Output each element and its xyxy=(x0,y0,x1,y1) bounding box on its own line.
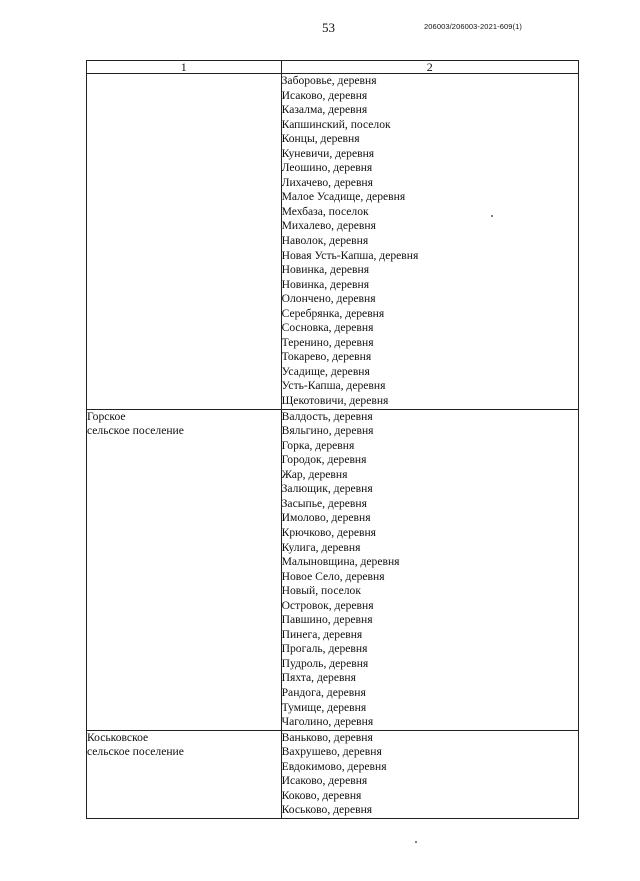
village-item: Евдокимово, деревня xyxy=(281,759,387,773)
village-item: Засыпье, деревня xyxy=(281,496,367,510)
village-item: Заборовье, деревня xyxy=(281,74,377,87)
village-item: Горка, деревня xyxy=(281,438,355,452)
villages-cell xyxy=(281,409,578,730)
village-item: Лихачево, деревня xyxy=(281,175,373,189)
village-item: Коково, деревня xyxy=(281,788,362,802)
column-header-2: 2 xyxy=(281,61,578,74)
village-item: Олончено, деревня xyxy=(281,292,376,306)
settlement-cell xyxy=(87,409,282,730)
village-item: Пинега, деревня xyxy=(281,627,363,641)
table-row xyxy=(87,730,579,818)
village-item: Новинка, деревня xyxy=(281,277,370,291)
village-item: Коськово, деревня xyxy=(281,803,373,817)
village-item: Городок, деревня xyxy=(281,453,367,467)
scan-speck xyxy=(415,841,417,843)
settlement-name-line: сельское поселение xyxy=(87,424,184,438)
village-item: Концы, деревня xyxy=(281,132,360,146)
village-item: Леошино, деревня xyxy=(281,161,373,175)
settlement-name-line: Горское xyxy=(87,409,126,423)
village-item: Казалма, деревня xyxy=(281,103,368,117)
village-item: Рандога, деревня xyxy=(281,685,366,699)
village-item: Пяхта, деревня xyxy=(281,671,356,685)
page-number: 53 xyxy=(322,20,335,35)
village-item: Валдость, деревня xyxy=(281,409,373,423)
document-code: 206003/206003-2021-609(1) xyxy=(424,22,522,31)
village-item: Усадище, деревня xyxy=(281,364,370,378)
village-item: Токарево, деревня xyxy=(281,350,372,364)
village-item: Крючково, деревня xyxy=(281,525,377,539)
village-item: Исаково, деревня xyxy=(281,88,368,102)
scan-speck xyxy=(491,215,493,217)
villages-cell xyxy=(281,730,578,818)
village-item: Вахрушево, деревня xyxy=(281,745,382,759)
settlement-name-line: сельское поселение xyxy=(87,745,184,759)
village-item: Новая Усть-Капша, деревня xyxy=(281,248,419,262)
village-item: Тумище, деревня xyxy=(281,700,367,714)
village-item: Залющик, деревня xyxy=(281,482,373,496)
village-item: Новое Село, деревня xyxy=(281,569,385,583)
village-item: Чаголино, деревня xyxy=(281,715,374,729)
village-item: Теренино, деревня xyxy=(281,335,374,349)
village-item: Исаково, деревня xyxy=(281,774,368,788)
village-item: Усть-Капша, деревня xyxy=(281,379,386,393)
village-item: Ваньково, деревня xyxy=(281,730,373,744)
village-item: Островок, деревня xyxy=(281,598,374,612)
village-item: Михалево, деревня xyxy=(281,219,376,233)
village-item: Сосновка, деревня xyxy=(281,321,374,335)
table-body xyxy=(87,74,579,819)
village-item: Щекотовичи, деревня xyxy=(281,394,389,408)
village-item: Прогаль, деревня xyxy=(281,642,368,656)
table-row xyxy=(87,409,579,730)
village-item: Павшино, деревня xyxy=(281,613,373,627)
village-item: Пудроль, деревня xyxy=(281,656,369,670)
village-item: Капшинский, поселок xyxy=(281,117,391,131)
village-item: Новый, поселок xyxy=(281,584,361,598)
village-item: Имолово, деревня xyxy=(281,511,371,525)
village-item: Серебрянка, деревня xyxy=(281,306,385,320)
village-item: Мехбаза, поселок xyxy=(281,204,369,218)
villages-cell xyxy=(281,74,578,410)
settlement-cell xyxy=(87,74,282,410)
village-item: Новинка, деревня xyxy=(281,263,370,277)
table-header-row xyxy=(87,61,579,74)
village-item: Вяльгино, деревня xyxy=(281,424,374,438)
settlements-table xyxy=(86,60,579,819)
village-item: Жар, деревня xyxy=(281,467,348,481)
village-item: Малое Усадище, деревня xyxy=(281,190,406,204)
table-row xyxy=(87,74,579,410)
settlement-cell xyxy=(87,730,282,818)
village-item: Наволок, деревня xyxy=(281,234,369,248)
village-item: Кулига, деревня xyxy=(281,540,361,554)
village-item: Куневичи, деревня xyxy=(281,146,375,160)
village-item: Малыновщина, деревня xyxy=(281,555,400,569)
settlement-name-line: Коськовское xyxy=(87,730,149,744)
column-header-1: 1 xyxy=(87,61,282,74)
